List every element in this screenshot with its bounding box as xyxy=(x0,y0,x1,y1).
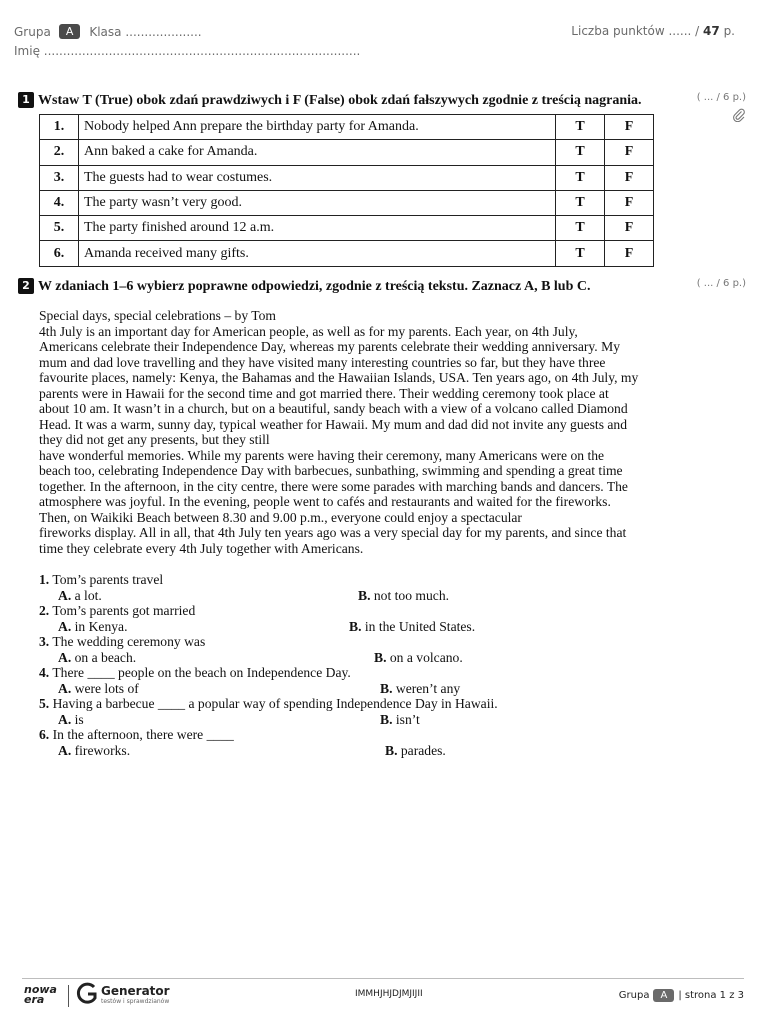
option-b-text: parades. xyxy=(400,742,446,758)
task1-instruction: Wstaw T (True) obok zdań prawdziwych i F (False) obok zdań fałszywych zgodnie z treścią nagrania. xyxy=(38,93,642,108)
option-a-label: A. xyxy=(58,742,72,758)
true-option[interactable]: T xyxy=(556,190,605,215)
option-b-text: in the United States. xyxy=(364,618,476,634)
task2-number: 2 xyxy=(18,278,34,294)
option-b-label: B. xyxy=(385,742,398,758)
option-b[interactable] xyxy=(385,743,446,759)
option-a-label: A. xyxy=(58,587,72,603)
option-a-text: were lots of xyxy=(74,680,139,696)
option-b[interactable] xyxy=(380,681,460,697)
reading-line: together. In the afternoon, in the city centre, there were some parades with marching bands and dancers. The xyxy=(39,478,628,494)
statement-text: The party finished around 12 a.m. xyxy=(79,216,556,241)
points-suffix: p. xyxy=(723,24,735,38)
reading-line: Then, on Waikiki Beach between 8.30 and 9.00 p.m., everyone could enjoy a spectacular xyxy=(39,509,522,525)
paperclip-icon xyxy=(732,108,746,127)
option-b-label: B. xyxy=(374,649,387,665)
true-option[interactable]: T xyxy=(556,115,605,140)
option-b-text: not too much. xyxy=(373,587,450,603)
row-number: 3. xyxy=(40,165,79,190)
reading-line: favourite places, namely: Kenya, the Bahamas and the Hawaiian Islands, USA. Ten years ago, on 4th July, my xyxy=(39,370,639,385)
question-number: 5. xyxy=(39,696,50,711)
table-row xyxy=(40,241,654,266)
option-a-label: A. xyxy=(58,711,72,727)
reading-line: 4th July is an important day for American people, as well as for my parents. Each year, on 4th July, xyxy=(39,323,578,339)
reading-title: Special days, special celebrations – by Tom xyxy=(39,308,277,323)
question-item xyxy=(39,603,679,634)
option-b[interactable] xyxy=(358,588,449,604)
question-text: Tom’s parents travel xyxy=(52,572,164,587)
question-item xyxy=(39,696,679,727)
reading-line: they did not get any presents, but they still xyxy=(39,432,270,447)
question-stem xyxy=(39,572,163,588)
test-code: IMMHJHJDJMJIJII xyxy=(355,989,423,999)
option-a-label: A. xyxy=(58,680,72,696)
points-prefix: Liczba punktów ...... / xyxy=(571,24,700,38)
reading-line: Americans celebrate their Independence Day, whereas my parents celebrate their wedding anniversary. My xyxy=(39,339,620,354)
option-b-label: B. xyxy=(380,680,393,696)
logo-line2: era xyxy=(24,993,45,1006)
question-text: The wedding ceremony was xyxy=(52,634,206,649)
task1-heading xyxy=(18,92,746,109)
option-b[interactable] xyxy=(374,650,463,666)
option-a[interactable] xyxy=(58,650,136,666)
reading-line: have wonderful memories. While my parents were having their ceremony, many Americans were on the xyxy=(39,447,605,463)
statement-text: Nobody helped Ann prepare the birthday party for Amanda. xyxy=(79,115,556,140)
reading-line: Head. It was a warm, sunny day, typical weather for Hawaii. My mum and dad did not invite any guests and xyxy=(39,416,628,432)
footer-group-label: Grupa xyxy=(618,990,650,1001)
question-number: 2. xyxy=(39,603,50,618)
points-total: 47 xyxy=(703,24,720,38)
statement-text: The guests had to wear costumes. xyxy=(79,165,556,190)
reading-text xyxy=(39,308,689,556)
question-item xyxy=(39,665,679,696)
reading-line: parents were in Hawaii for the second time and got married there. Their wedding ceremony took place at xyxy=(39,385,609,401)
page-number: | strona 1 z 3 xyxy=(678,990,744,1001)
question-list xyxy=(39,572,679,758)
option-a[interactable] xyxy=(58,588,102,604)
question-number: 6. xyxy=(39,727,50,742)
nowa-era-logo xyxy=(24,985,57,1005)
option-a[interactable] xyxy=(58,681,139,697)
table-row xyxy=(40,140,654,165)
option-a-label: A. xyxy=(58,649,72,665)
footer-group-badge: A xyxy=(653,989,674,1002)
option-b[interactable] xyxy=(380,712,420,728)
option-a[interactable] xyxy=(58,619,127,635)
generator-g-icon xyxy=(76,982,98,1006)
generator-logo xyxy=(76,982,170,1011)
reading-line: about 10 am. It wasn’t in a church, but on a beautiful, sandy beach with a view of a volcano called Diamond xyxy=(39,401,628,416)
question-stem xyxy=(39,665,351,681)
row-number: 6. xyxy=(40,241,79,266)
option-a-text: a lot. xyxy=(74,587,102,603)
reading-line: mum and dad love travelling and they have visited many interesting countries so far, but they have three xyxy=(39,354,606,370)
reading-line: fireworks display. All in all, that 4th July ten years ago was a very special day for my parents, and since that xyxy=(39,525,627,540)
false-option[interactable]: F xyxy=(605,115,654,140)
question-text: Having a barbecue ____ a popular way of spending Independence Day in Hawaii. xyxy=(52,696,498,711)
false-option[interactable]: F xyxy=(605,216,654,241)
option-b-text: on a volcano. xyxy=(389,649,463,665)
question-number: 1. xyxy=(39,572,50,587)
false-option[interactable]: F xyxy=(605,165,654,190)
option-a[interactable] xyxy=(58,712,84,728)
task1-number: 1 xyxy=(18,92,34,108)
row-number: 5. xyxy=(40,216,79,241)
group-badge: A xyxy=(59,24,81,39)
question-stem xyxy=(39,696,498,712)
group-label: Grupa xyxy=(14,24,51,39)
logo-divider xyxy=(68,985,69,1007)
false-option[interactable]: F xyxy=(605,140,654,165)
question-stem xyxy=(39,634,205,650)
question-number: 3. xyxy=(39,634,50,649)
question-item xyxy=(39,572,679,603)
table-row xyxy=(40,115,654,140)
task2-heading xyxy=(18,278,746,295)
option-b-label: B. xyxy=(349,618,362,634)
question-text: Tom’s parents got married xyxy=(52,603,196,618)
table-row xyxy=(40,190,654,215)
option-a[interactable] xyxy=(58,743,130,759)
generator-subtitle: testów i sprawdzianów xyxy=(101,998,170,1005)
option-a-text: fireworks. xyxy=(74,742,131,758)
name-field: Imię ................................................................................... xyxy=(14,44,361,58)
table-row xyxy=(40,165,654,190)
question-stem xyxy=(39,727,234,743)
question-stem xyxy=(39,603,195,619)
page-header xyxy=(14,24,735,42)
row-number: 1. xyxy=(40,115,79,140)
false-option[interactable]: F xyxy=(605,241,654,266)
table-row xyxy=(40,216,654,241)
reading-body xyxy=(39,324,689,557)
statement-text: Ann baked a cake for Amanda. xyxy=(79,140,556,165)
option-a-label: A. xyxy=(58,618,72,634)
option-b[interactable] xyxy=(349,619,475,635)
class-field: Klasa .................... xyxy=(89,24,202,39)
logo-line1: nowa xyxy=(24,983,57,996)
question-number: 4. xyxy=(39,665,50,680)
true-option[interactable]: T xyxy=(556,165,605,190)
option-b-label: B. xyxy=(358,587,371,603)
statement-text: Amanda received many gifts. xyxy=(79,241,556,266)
true-option[interactable]: T xyxy=(556,241,605,266)
task2-points: ( ... / 6 p.) xyxy=(696,278,746,289)
true-option[interactable]: T xyxy=(556,140,605,165)
option-b-label: B. xyxy=(380,711,393,727)
generator-title: Generator xyxy=(101,984,170,998)
task1-points: ( ... / 6 p.) xyxy=(696,92,746,103)
option-a-text: on a beach. xyxy=(74,649,137,665)
statement-text: The party wasn’t very good. xyxy=(79,190,556,215)
header-left xyxy=(14,24,202,39)
row-number: 2. xyxy=(40,140,79,165)
question-item xyxy=(39,727,679,758)
option-a-text: is xyxy=(74,711,84,727)
points-summary xyxy=(571,24,735,38)
question-text: In the afternoon, there were ____ xyxy=(52,727,234,742)
question-item xyxy=(39,634,679,665)
page-footer xyxy=(22,978,744,1013)
option-a-text: in Kenya. xyxy=(74,618,128,634)
true-option[interactable]: T xyxy=(556,216,605,241)
page-info xyxy=(619,989,744,1002)
true-false-table xyxy=(39,114,654,267)
option-b-text: isn’t xyxy=(395,711,420,727)
row-number: 4. xyxy=(40,190,79,215)
reading-line: time they celebrate every 4th July together with Americans. xyxy=(39,540,364,556)
false-option[interactable]: F xyxy=(605,190,654,215)
option-b-text: weren’t any xyxy=(395,680,461,696)
reading-line: atmosphere was joyful. In the evening, people went to cafés and restaurants and waited for the fireworks. xyxy=(39,494,611,509)
reading-line: beach too, celebrating Independence Day with barbecues, sunbathing, swimming and spending a great time xyxy=(39,463,623,478)
question-text: There ____ people on the beach on Independence Day. xyxy=(52,665,351,680)
task2-instruction: W zdaniach 1–6 wybierz poprawne odpowiedzi, zgodnie z treścią tekstu. Zaznacz A, B lub C. xyxy=(38,279,591,294)
